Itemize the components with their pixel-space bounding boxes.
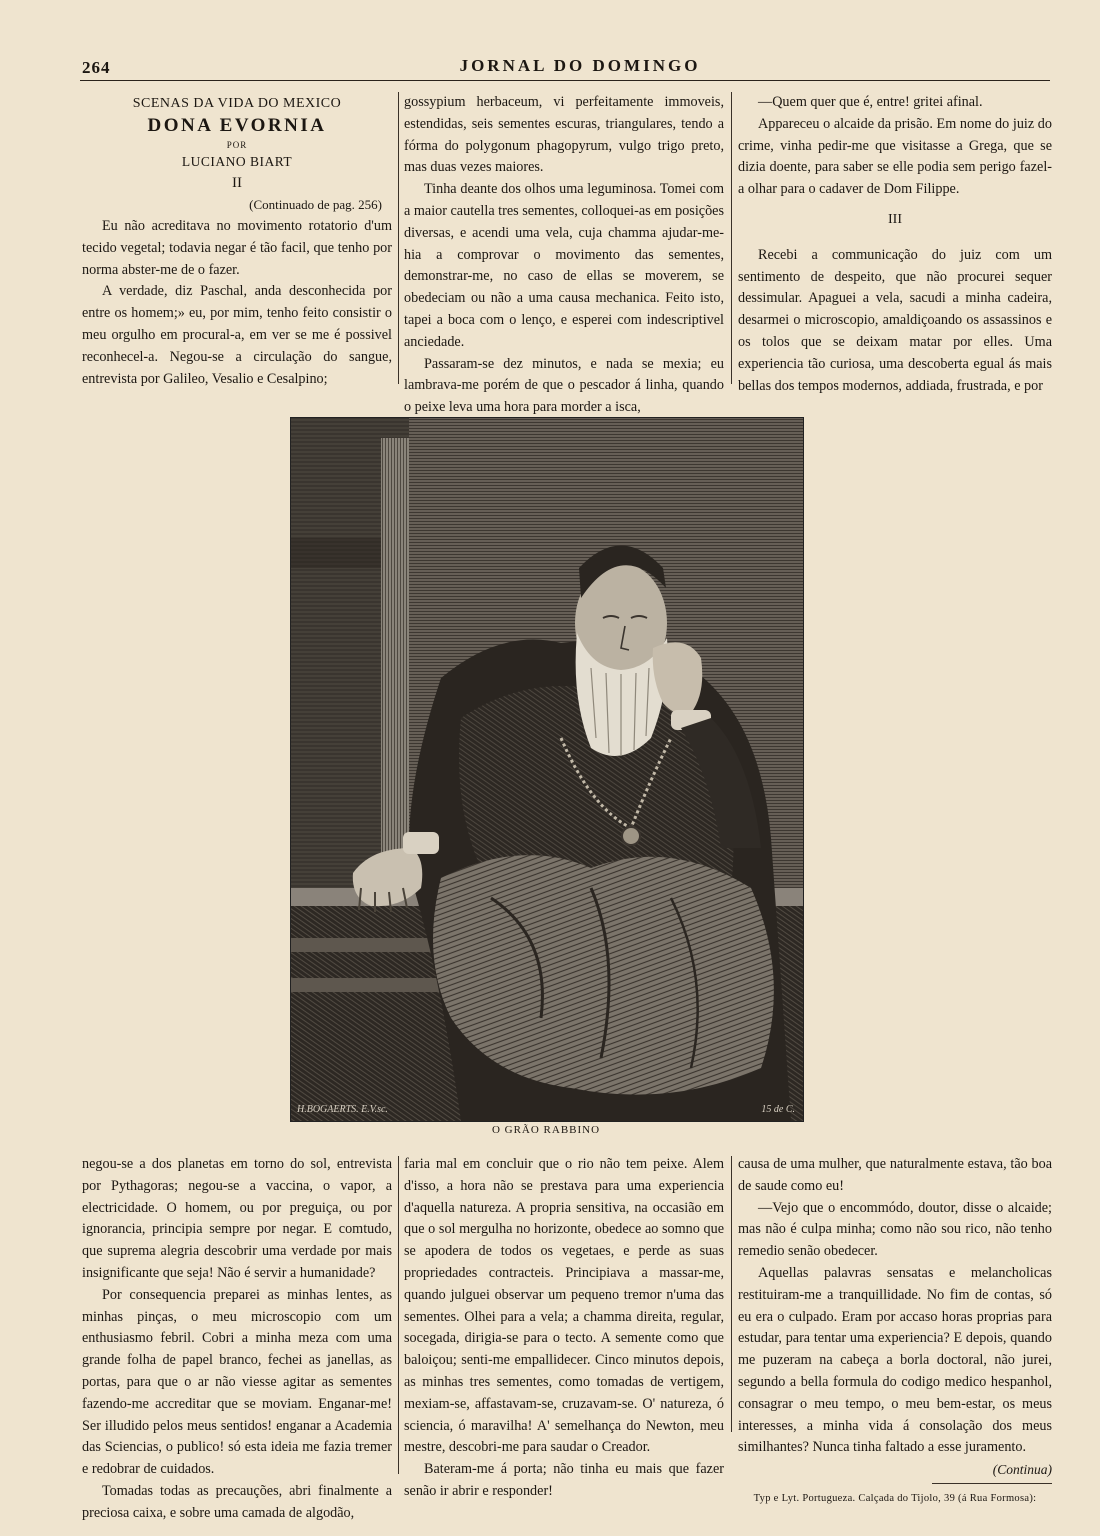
- engraving-illustration: [290, 417, 804, 1122]
- engraver-signature-right: 15 de C.: [761, 1104, 795, 1115]
- column-1-bottom: [82, 1154, 392, 1525]
- paragraph: gossypium herbaceum, vi perfeitamente immoveis, estendidas, seis sementes escuras, triangulares, tendo a fórma do polygonum phagopyrum, vulgo trigo preto, mas duas vezes maiores.: [404, 94, 724, 176]
- continua-rule: [932, 1483, 1052, 1484]
- column-3-top: [738, 92, 1052, 397]
- column-rule: [731, 92, 732, 384]
- column-2-bottom: [404, 1154, 724, 1503]
- paragraph: Appareceu o alcaide da prisão. Em nome do juiz do crime, vinha pedir-me que visitasse a Grega, que se dizia doente, para saber se elle podia sem perigo fazel-a olhar para o cadaver de Dom Filippe.: [738, 115, 1052, 198]
- paragraph: Tomadas todas as precauções, abri finalmente a preciosa caixa, e sobre uma camada de algodão,: [82, 1482, 392, 1521]
- paragraph: causa de uma mulher, que naturalmente estava, tão boa de saude como eu!: [738, 1156, 1052, 1194]
- paragraph: A verdade, diz Paschal, anda desconhecida por entre os homem;» eu, por mim, tenho feito consistir o meu orgulho em procural-a, em ver se me é possivel reconhecel-a. Negou-se a circulação do sangue, entrevista por Galileo, Vesalio e Cesalpino;: [82, 283, 392, 387]
- column-rule: [731, 1156, 732, 1432]
- paragraph: Recebi a communicação do juiz com um sentimento de despeito, que não procurei sequer dessimular. Apaguei a vela, sacudi a minha cadeira, desarmei o microscopio, amaldiçoando os assassinos e os tolos que se deixam matar por elles. Uma experiencia tão curiosa, uma descoberta egual ás mais bellas dos tempos modernos, addiada, frustrada, e por: [738, 246, 1052, 394]
- paragraph: Bateram-me á porta; não tinha eu mais que fazer senão ir abrir e responder!: [404, 1461, 724, 1499]
- continued-note: (Continuado de pag. 256): [249, 197, 382, 212]
- journal-title: JORNAL DO DOMINGO: [459, 56, 701, 75]
- paragraph: faria mal em concluir que o rio não tem peixe. Alem d'isso, a hora não se prestava para uma experiencia d'aquella natureza. A propria sensitiva, na occasião em que o sol mergulha no horizonte, obedece ao somno que se apodera de todos os vegetaes, e perde as suas propriedades contracteis. Principiava a massar-me, quando julguei observar um pequeno tremor n'uma das sementes. Olhei para a vela; a chamma direita, regular, socegada, dirigia-se para o tecto. A semente como que baloiçou; senti-me empallidecer. Cinco minutos depois, as minhas tres sementes, como tomadas de vertigem, mexiam-se, affastavam-se, cruzavam-se. O' natureza, ó sciencia, ó maravilha! A' semelhança do Newton, meu mestre, descobri-me para saudar o Creador.: [404, 1156, 724, 1456]
- story-by: POR: [226, 140, 248, 150]
- paragraph: Tinha deante dos olhos uma leguminosa. Tomei com a maior cautella tres sementes, colloquei-as em posições diversas, e acendi uma vela, cuja chamma ajudar-me-hia a comprovar o movimento das sementes, demonstrar-me, no caso de ellas se moverem, se obedeciam ou não a uma causa mechanica. Feito isto, tapei a boca com o lenço, e esperei com indescriptivel anciedade.: [404, 181, 724, 350]
- paragraph: Por consequencia preparei as minhas lentes, as minhas pinças, o meu microscopio com um enthusiasmo febril. Cobri a minha meza com uma grande folha de papel branco, fechei as janellas, as portas, para que o ar não viesse agitar as sementes fazendo-me accreditar que se moviam. Enganar-me! Ser illudido pelos meus sentidos! enganar a Academia das Sciencias, o publico! só esta ideia me fazia tremer e redobrar de cuidados.: [82, 1286, 392, 1478]
- story-title: DONA EVORNIA: [147, 115, 327, 136]
- printer-imprint: Typ e Lyt. Portugueza. Calçada do Tijolo, 39 (á Rua Formosa):: [753, 1492, 1037, 1504]
- paragraph: Eu não acreditava no movimento rotatorio d'um tecido vegetal; todavia negar é tão facil, que tenho por norma abster-me de o fazer.: [82, 218, 392, 278]
- paragraph: Aquellas palavras sensatas e melancholicas restituiram-me a tranquillidade. No fim de contas, só eu era o culpado. Eram por accaso horas proprias para estudar, para tentar uma experiencia? E depois, quando me puzeram na cabeça a borla doctoral, não jurei, segundo a bella formula do codigo medico hespanhol, consagrar o meu tempo, o meu bem-estar, os meus interesses, a minha vida á consolação dos meus similhantes? Nunca tinha faltado a esse juramento.: [738, 1264, 1052, 1456]
- story-author: LUCIANO BIART: [181, 154, 293, 169]
- paragraph: Passaram-se dez minutos, e nada se mexia; eu lambrava-me porém de que o pescador á linha, quando o peixe leva uma hora para morder a isca,: [404, 355, 724, 416]
- illustration-caption: O GRÃO RABBINO: [491, 1124, 601, 1136]
- paragraph: —Vejo que o encommódo, doutor, disse o alcaide; mas não é culpa minha; como não sou rico, não tenho remedio senão obedecer.: [738, 1199, 1052, 1260]
- story-series: SCENAS DA VIDA DO MEXICO: [132, 96, 342, 111]
- header-rule: [80, 80, 1050, 81]
- column-rule: [398, 1156, 399, 1474]
- column-rule: [398, 92, 399, 384]
- continua-note: (Continua): [992, 1462, 1052, 1478]
- column-1-top: [82, 94, 392, 390]
- paragraph: negou-se a dos planetas em torno do sol, entrevista por Pythagoras; negou-se a vaccina, o vapor, a electricidade. O homem, ou por preguiça, ou por ignorancia, principia sempre por negar. E comtudo, que suprema alegria descobrir uma verdade por mais insignificante que seja! Não é servir a humanidade?: [82, 1156, 392, 1281]
- section-number: III: [888, 211, 902, 227]
- rabbi-engraving: [291, 418, 803, 1121]
- column-3-bottom: [738, 1154, 1052, 1510]
- column-2-top: [404, 92, 724, 419]
- chapter-number: II: [232, 175, 242, 191]
- page-number: 264: [82, 58, 111, 77]
- engraver-signature-left: H.BOGAERTS. E.V.sc.: [297, 1104, 388, 1115]
- story-title-block: [82, 94, 392, 216]
- paragraph: —Quem quer que é, entre! gritei afinal.: [758, 94, 983, 110]
